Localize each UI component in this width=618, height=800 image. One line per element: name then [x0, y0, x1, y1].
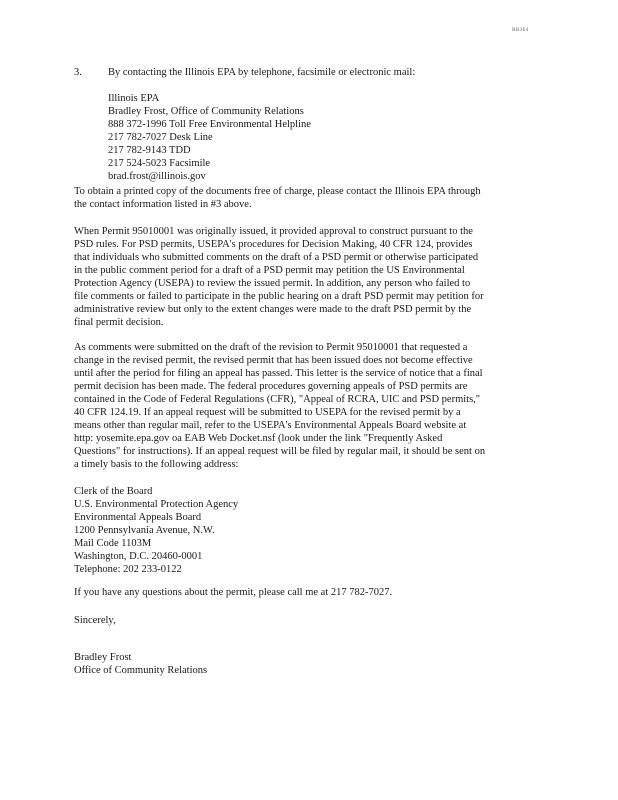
paragraph-line: a timely basis to the following address: [74, 459, 239, 470]
contact-toll-free: 888 372-1996 Toll Free Environmental Helpline [108, 119, 311, 130]
contact-desk-line: 217 782-7027 Desk Line [108, 132, 213, 143]
address-line: Environmental Appeals Board [74, 512, 202, 523]
paragraph-line: If you have any questions about the permit, please call me at 217 782-7027. [74, 587, 393, 598]
signature-name: Bradley Frost [74, 652, 132, 663]
paragraph-line: PSD rules. For PSD permits, USEPA's procedures for Decision Making, 40 CFR 124, provides [74, 239, 473, 250]
paragraph-line: 40 CFR 124.19. If an appeal request will be submitted to USEPA for the revised permit by a [74, 407, 461, 418]
closing [74, 614, 116, 627]
paragraph-comments [74, 341, 544, 471]
paragraph-permit-issued [74, 225, 544, 329]
contact-person: Bradley Frost, Office of Community Relations [108, 106, 304, 117]
contact-tdd: 217 782-9143 TDD [108, 145, 191, 156]
paragraph-printed-copy [74, 185, 544, 211]
address-line: Washington, D.C. 20460-0001 [74, 551, 203, 562]
closing-text: Sincerely, [74, 615, 116, 626]
signature-block [74, 651, 207, 677]
paragraph-line: As comments were submitted on the draft of the revision to Permit 95010001 that requested a [74, 342, 468, 353]
paragraph-line: file comments or failed to participate in the public hearing on a draft PSD permit may petition for [74, 291, 484, 302]
item-text: By contacting the Illinois EPA by telephone, facsimile or electronic mail: [108, 67, 416, 78]
contact-block [108, 92, 428, 183]
paragraph-line: in the public comment period for a draft of a PSD permit may petition the US Environmental [74, 265, 465, 276]
paragraph-line: final permit decision. [74, 317, 164, 328]
paragraph-line: http: yosemite.epa.gov oa EAB Web Docket.nsf (look under the link "Frequently Asked [74, 433, 443, 444]
appeals-address-block [74, 485, 394, 576]
paragraph-line: the contact information listed in #3 above. [74, 199, 252, 210]
contact-facsimile: 217 524-5023 Facsimile [108, 158, 211, 169]
address-line: Clerk of the Board [74, 486, 153, 497]
paragraph-line: To obtain a printed copy of the documents free of charge, please contact the Illinois EPA through [74, 186, 481, 197]
address-line: Mail Code 1103M [74, 538, 152, 549]
contact-agency: Illinois EPA [108, 93, 160, 104]
paragraph-questions [74, 586, 544, 599]
paragraph-line: Protection Agency (USEPA) to review the issued permit. In addition, any person who failed to [74, 278, 471, 289]
paragraph-line: permit decision has been made. The federal procedures governing appeals of PSD permits are [74, 381, 468, 392]
address-telephone: Telephone: 202 233-0122 [74, 564, 182, 575]
page-stamp: RB364 [512, 27, 529, 33]
address-line: 1200 Pennsylvania Avenue, N.W. [74, 525, 215, 536]
paragraph-line: until after the period for filing an appeal has passed. This letter is the service of notice that a final [74, 368, 483, 379]
paragraph-line: that individuals who submitted comments on the draft of a PSD permit or otherwise participated [74, 252, 479, 263]
address-line: U.S. Environmental Protection Agency [74, 499, 239, 510]
signature-title: Office of Community Relations [74, 665, 208, 676]
paragraph-line: Questions" for instructions). If an appeal request will be filed by regular mail, it should be sent on [74, 446, 486, 457]
paragraph-line: contained in the Code of Federal Regulations (CFR), "Appeal of RCRA, UIC and PSD permits," [74, 394, 481, 405]
contact-email: brad.frost@illinois.gov [108, 171, 206, 182]
paragraph-line: administrative review but only to the extent changes were made to the draft PSD permit by the [74, 304, 472, 315]
paragraph-line: When Permit 95010001 was originally issued, it provided approval to construct pursuant to the [74, 226, 473, 237]
paragraph-line: means other than regular mail, refer to the USEPA's Environmental Appeals Board website at [74, 420, 467, 431]
paragraph-line: change in the revised permit, the revised permit that has been issued does not become effective [74, 355, 473, 366]
item-number: 3. [74, 67, 82, 78]
